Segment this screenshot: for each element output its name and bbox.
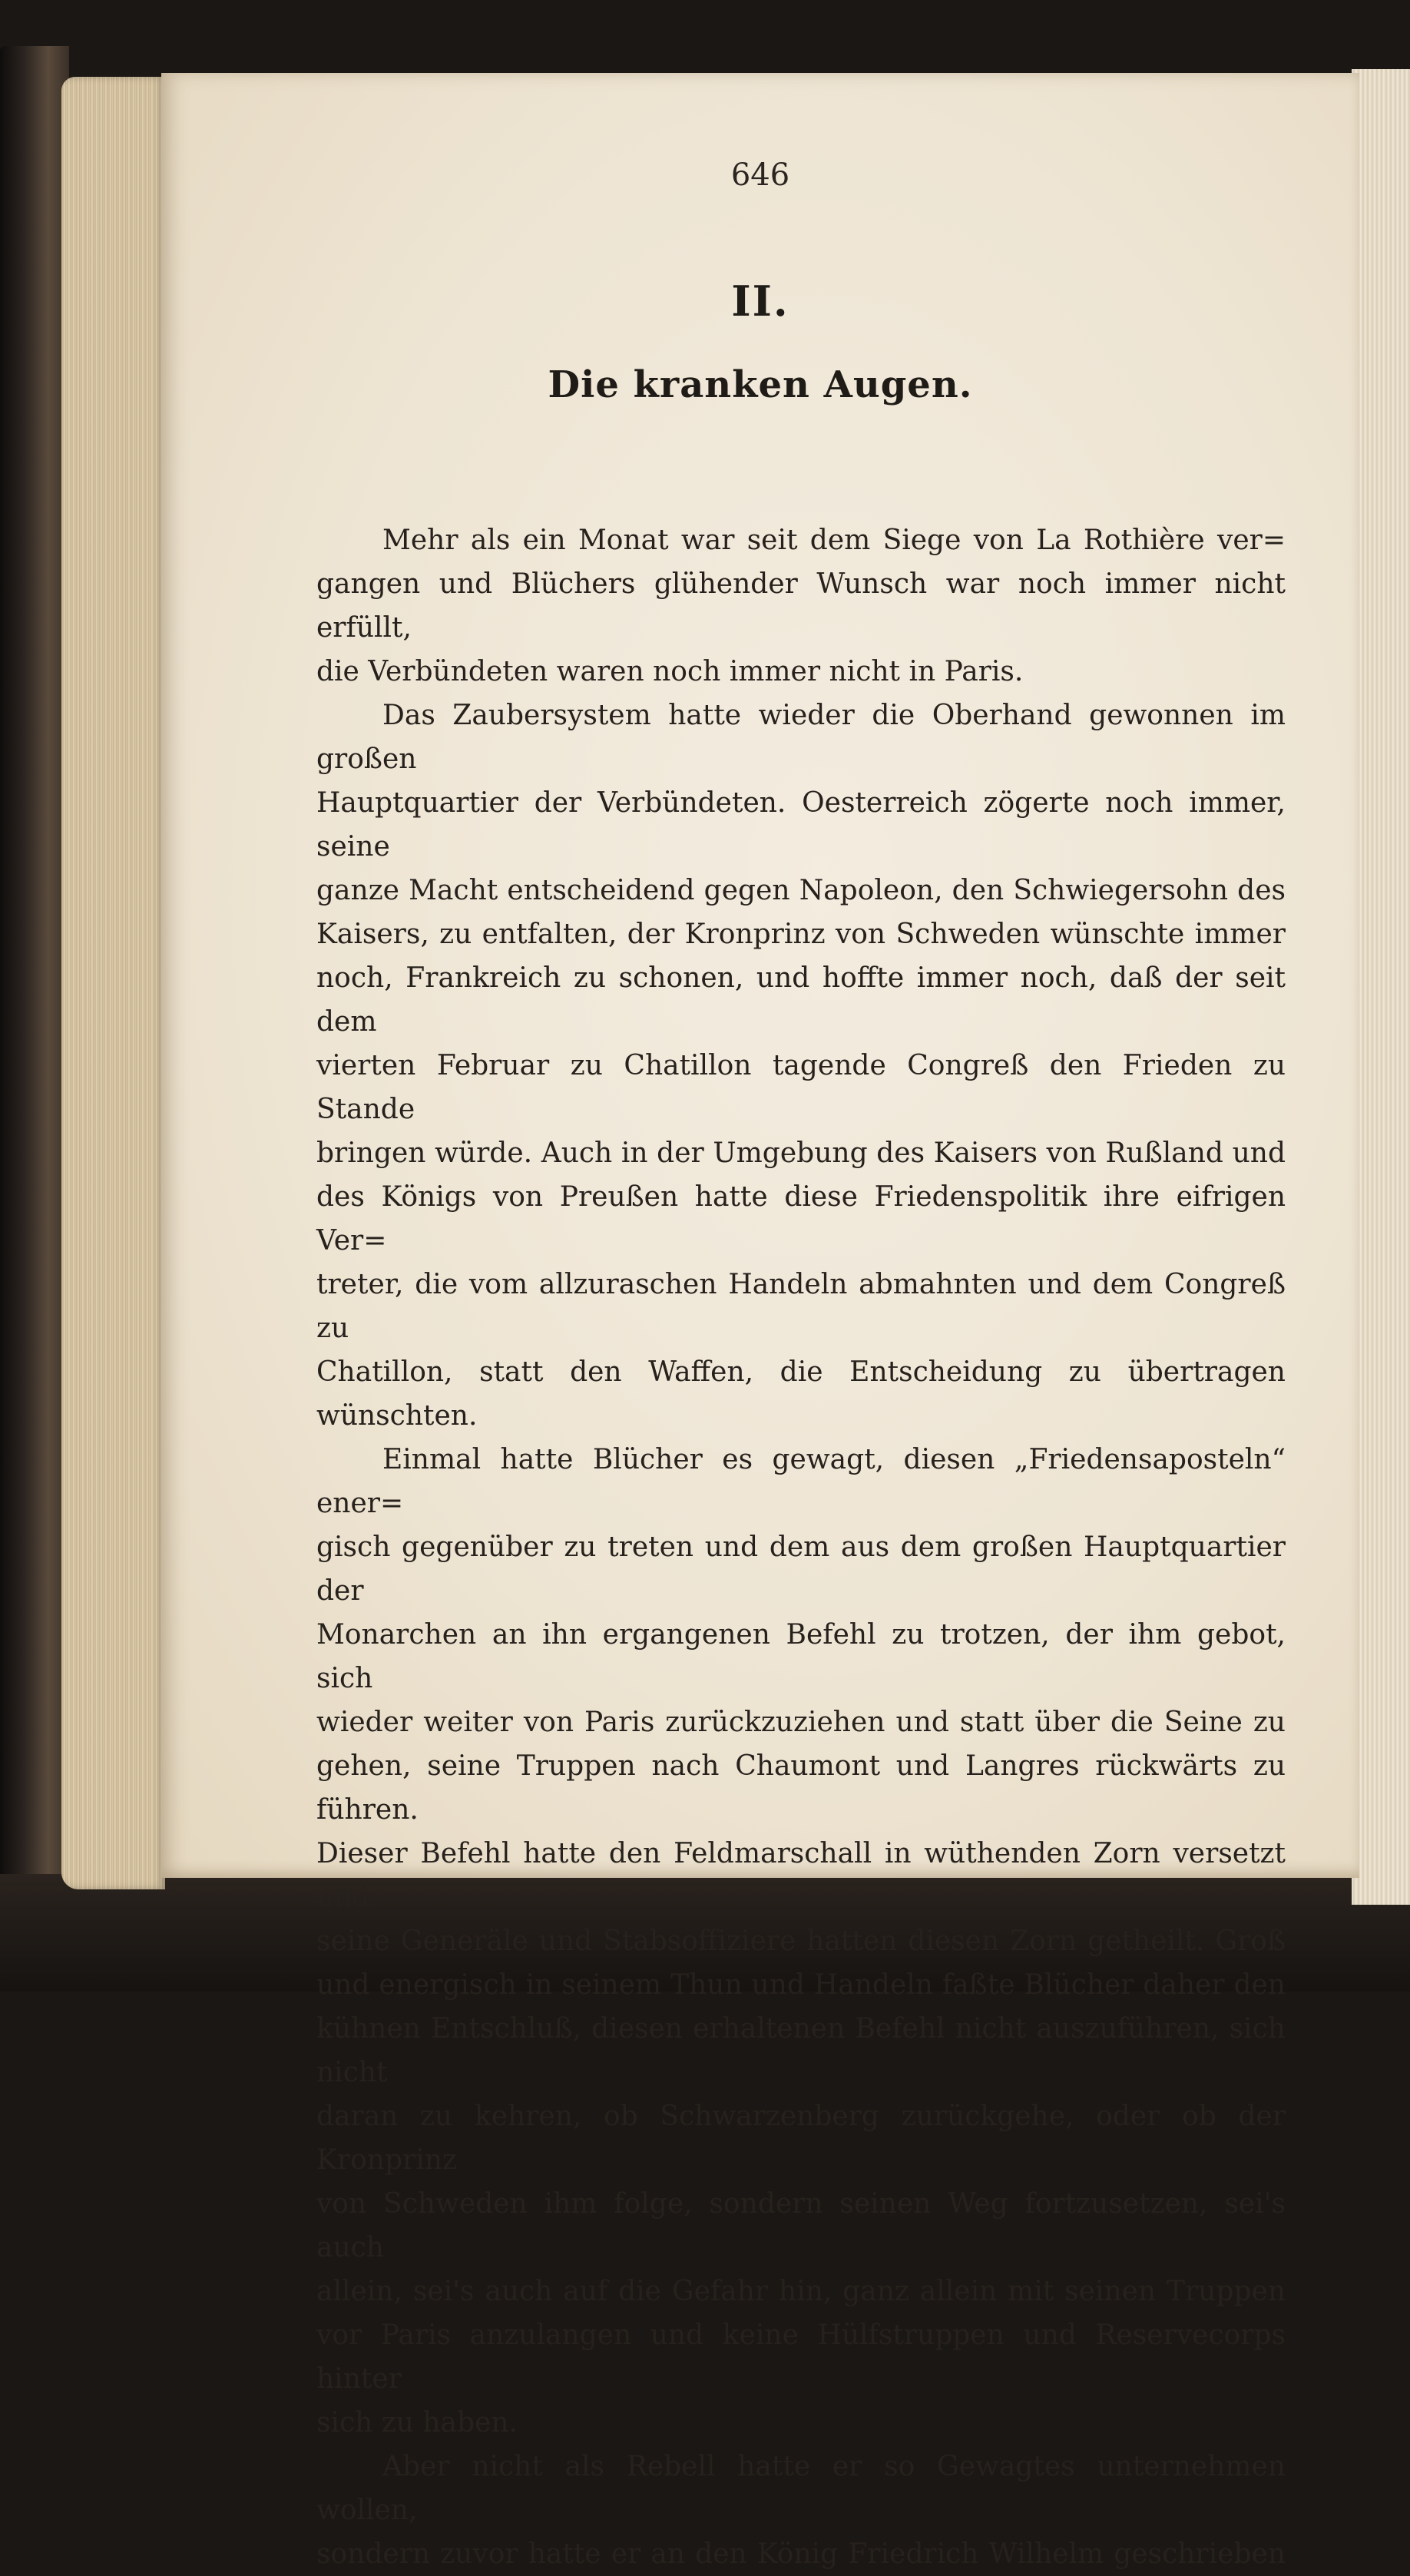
text-line: gisch gegenüber zu treten und dem aus dem großen Hauptquartier der bbox=[316, 1531, 1286, 1607]
chapter-title: Die kranken Augen. bbox=[548, 363, 973, 406]
text-line: des Königs von Preußen hatte diese Friedenspolitik ihre eifrigen Ver= bbox=[316, 1181, 1286, 1257]
body-text bbox=[316, 518, 1286, 2576]
text-line: daran zu kehren, ob Schwarzenberg zurückgehe, oder ob der Kronprinz bbox=[316, 2101, 1286, 2176]
text-line: sich zu haben. bbox=[316, 2407, 518, 2439]
text-line: vierten Februar zu Chatillon tagende Congreß den Frieden zu Stande bbox=[316, 1050, 1286, 1125]
page-number: 646 bbox=[730, 157, 790, 193]
text-line: vor Paris anzulangen und keine Hülfstruppen und Reservecorps hinter bbox=[316, 2319, 1286, 2395]
text-line: Hauptquartier der Verbündeten. Oesterreich zögerte noch immer, seine bbox=[316, 787, 1286, 863]
book-page bbox=[161, 73, 1359, 2570]
text-line: bringen würde. Auch in der Umgebung des Kaisers von Rußland und bbox=[316, 1137, 1286, 1169]
text-line: kühnen Entschluß, diesen erhaltenen Befehl nicht auszuführen, sich nicht bbox=[316, 2013, 1286, 2088]
text-line: Dieser Befehl hatte den Feldmarschall in wüthenden Zorn versetzt und bbox=[316, 1838, 1286, 1913]
page-edges-left bbox=[61, 77, 165, 1889]
text-line: von Schweden ihm folge, sondern seinen Weg fortzusetzen, sei's auch bbox=[316, 2188, 1286, 2263]
text-line: gangen und Blüchers glühender Wunsch war noch immer nicht erfüllt, bbox=[316, 568, 1286, 644]
chapter-number: II. bbox=[731, 276, 789, 326]
text-line: gehen, seine Truppen nach Chaumont und Langres rückwärts zu führen. bbox=[316, 1750, 1286, 1826]
page-edges-right bbox=[1352, 69, 1410, 1905]
text-line: sondern zuvor hatte er an den König Friedrich Wilhelm geschrieben bbox=[316, 2538, 1286, 2570]
text-line: treter, die vom allzuraschen Handeln abmahnten und dem Congreß zu bbox=[316, 1269, 1286, 1344]
text-line: Mehr als ein Monat war seit dem Siege von La Rothière ver= bbox=[382, 525, 1286, 556]
text-line: Monarchen an ihn ergangenen Befehl zu trotzen, der ihm gebot, sich bbox=[316, 1619, 1286, 1694]
text-line: wieder weiter von Paris zurückzuziehen und statt über die Seine zu bbox=[316, 1707, 1286, 1738]
text-line: Das Zaubersystem hatte wieder die Oberhand gewonnen im großen bbox=[316, 700, 1286, 775]
text-line: seine Generäle und Stabsoffiziere hatten diesen Zorn getheilt. Groß bbox=[316, 1925, 1286, 1957]
text-line: allein, sei's auch auf die Gefahr hin, ganz allein mit seinen Truppen bbox=[316, 2276, 1286, 2307]
text-line: noch, Frankreich zu schonen, und hoffte immer noch, daß der seit dem bbox=[316, 962, 1286, 1038]
text-line: und energisch in seinem Thun und Handeln faßte Blücher daher den bbox=[316, 1969, 1286, 2001]
text-line: Einmal hatte Blücher es gewagt, diesen „Friedensaposteln“ ener= bbox=[316, 1444, 1286, 1519]
book-binding bbox=[0, 46, 69, 1920]
text-line: die Verbündeten waren noch immer nicht in Paris. bbox=[316, 656, 1024, 687]
text-line: ganze Macht entscheidend gegen Napoleon, den Schwiegersohn des bbox=[316, 875, 1286, 906]
text-line: Aber nicht als Rebell hatte er so Gewagtes unternehmen wollen, bbox=[316, 2451, 1286, 2526]
text-line: Kaisers, zu entfalten, der Kronprinz von Schweden wünschte immer bbox=[316, 919, 1286, 950]
text-line: Chatillon, statt den Waffen, die Entscheidung zu übertragen wünschten. bbox=[316, 1356, 1286, 1432]
